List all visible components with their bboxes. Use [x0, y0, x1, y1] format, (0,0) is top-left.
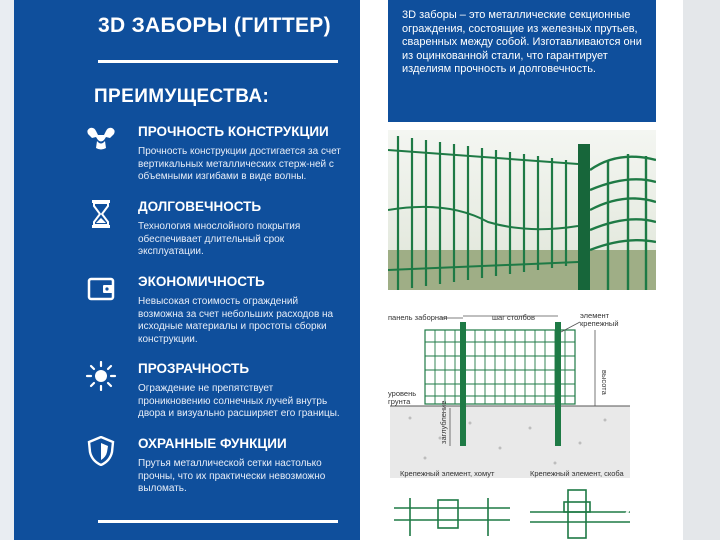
feature-text: Прутья металлической сетки настолько прочны, что их практически невозможно выломать.: [138, 458, 326, 494]
description-text: 3D заборы – это металлические секционные ограждения, состоящие из железных прутьев, сваренных между собой. Изготавливаются они из оцинкованной стали, что гарантирует изделиям прочность и долговечность.: [402, 9, 642, 76]
label-clamp: Крепежный элемент, хомут: [400, 469, 495, 478]
shield-icon: [84, 436, 118, 466]
page-title: 3D ЗАБОРЫ (ГИТТЕР): [98, 14, 331, 37]
label-depth: заглубление: [439, 400, 448, 444]
muscle-icon: [84, 124, 118, 154]
label-element: элемент: [580, 311, 610, 320]
feature-title: ПРОЗРАЧНОСТЬ: [138, 361, 250, 376]
divider-bottom: [98, 520, 338, 523]
label-fastener: крепежный: [580, 319, 619, 328]
description-box: [388, 0, 656, 122]
label-bracket: Крепежный элемент, скоба: [530, 469, 624, 478]
watermark: Avito: [622, 500, 677, 525]
feature-title: ДОЛГОВЕЧНОСТЬ: [138, 199, 262, 214]
feature-text: Прочность конструкции достигается за счет вертикальных металлических стерж-ней с объемными изгибами в виде волны.: [138, 146, 341, 182]
label-post-step: шаг столбов: [492, 313, 535, 322]
label-ground-1: уровень: [388, 389, 417, 398]
label-panel: панель заборная: [388, 313, 448, 322]
feature-text: Невысокая стоимость ограждений возможна за счет небольших расходов на исходные материалы и простоты сборки конструкции.: [138, 296, 334, 345]
wallet-icon: [84, 274, 118, 304]
feature-title: ЭКОНОМИЧНОСТЬ: [138, 274, 265, 289]
label-height: высота: [600, 370, 609, 395]
feature-text: Ограждение не препятствует проникновению солнечных лучей внутрь двора и визуально расширяет его границы.: [138, 383, 340, 419]
feature-text: Технология мнослойного покрытия обеспечивает длительный срок эксплуатации.: [138, 221, 301, 257]
fence-photo: [388, 130, 656, 290]
left-edge: [0, 0, 14, 540]
clamp-detail: [394, 498, 510, 536]
advantages-heading: ПРЕИМУЩЕСТВА:: [94, 86, 270, 107]
feature-title: ОХРАННЫЕ ФУНКЦИИ: [138, 436, 287, 451]
right-edge: [683, 0, 720, 540]
sun-icon: [84, 361, 118, 391]
divider-top: [98, 60, 338, 63]
feature-title: ПРОЧНОСТЬ КОНСТРУКЦИИ: [138, 124, 329, 139]
description-panel: [360, 0, 683, 540]
bracket-detail: [530, 490, 630, 538]
label-ground-2: грунта: [388, 397, 411, 406]
hourglass-icon: [84, 199, 118, 229]
advantages-panel: [14, 0, 360, 540]
